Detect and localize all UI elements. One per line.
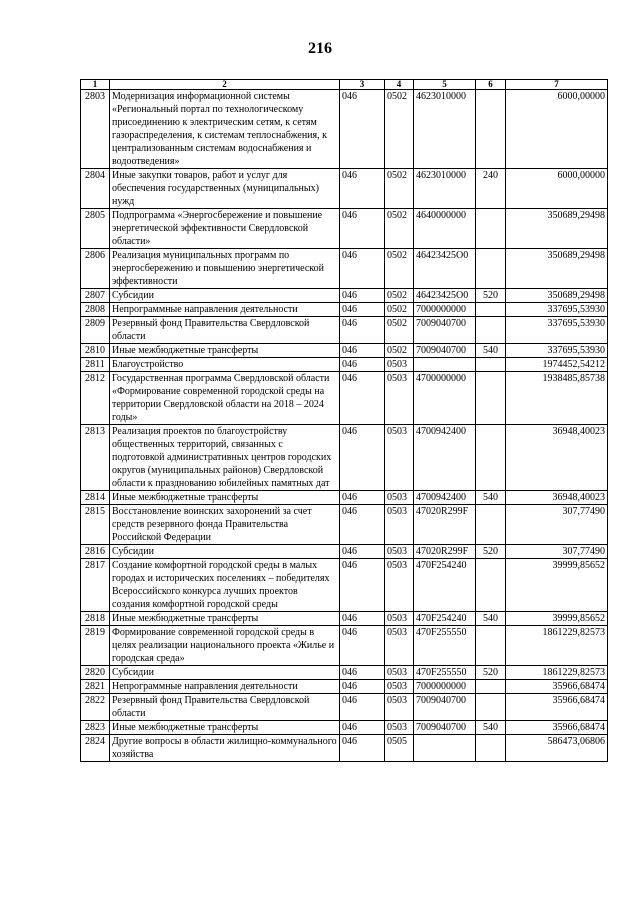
row-expense-type — [476, 626, 506, 666]
row-ved-code: 046 — [340, 680, 385, 694]
row-number: 2819 — [81, 626, 110, 666]
row-name: Создание комфортной городской среды в малых городах и исторических поселениях – победителях Всероссийского конкурса лучших проектов создания комфортной городской среды — [110, 559, 340, 612]
row-expense-type: 520 — [476, 289, 506, 303]
row-number: 2812 — [81, 372, 110, 425]
row-name: Резервный фонд Правительства Свердловской области — [110, 317, 340, 344]
row-section-code: 0502 — [385, 209, 414, 249]
table-row — [81, 372, 608, 425]
row-amount: 35966,68474 — [506, 694, 608, 721]
row-number: 2806 — [81, 249, 110, 289]
row-amount: 6000,00000 — [506, 169, 608, 209]
header-col-6: 6 — [476, 80, 506, 90]
row-expense-type: 520 — [476, 545, 506, 559]
row-target-code: 7000000000 — [414, 680, 476, 694]
row-ved-code: 046 — [340, 612, 385, 626]
row-section-code: 0502 — [385, 344, 414, 358]
row-section-code: 0503 — [385, 372, 414, 425]
row-number: 2810 — [81, 344, 110, 358]
table-row — [81, 612, 608, 626]
row-expense-type: 540 — [476, 612, 506, 626]
row-name: Непрограммные направления деятельности — [110, 680, 340, 694]
row-expense-type — [476, 735, 506, 762]
header-row — [81, 80, 608, 90]
row-amount: 307,77490 — [506, 545, 608, 559]
table-row — [81, 303, 608, 317]
row-number: 2805 — [81, 209, 110, 249]
row-target-code: 470F255550 — [414, 666, 476, 680]
row-number: 2815 — [81, 505, 110, 545]
row-target-code — [414, 358, 476, 372]
row-name: Субсидии — [110, 289, 340, 303]
row-amount: 36948,40023 — [506, 491, 608, 505]
row-section-code: 0502 — [385, 289, 414, 303]
row-target-code — [414, 735, 476, 762]
row-expense-type: 520 — [476, 666, 506, 680]
row-number: 2820 — [81, 666, 110, 680]
row-expense-type — [476, 249, 506, 289]
row-expense-type — [476, 90, 506, 169]
row-amount: 337695,53930 — [506, 317, 608, 344]
page-number: 216 — [308, 40, 332, 57]
row-ved-code: 046 — [340, 249, 385, 289]
row-target-code: 46423425О0 — [414, 289, 476, 303]
row-name: Реализация муниципальных программ по энергосбережению и повышению энергетической эффективности — [110, 249, 340, 289]
row-ved-code: 046 — [340, 317, 385, 344]
row-ved-code: 046 — [340, 344, 385, 358]
row-name: Иные межбюджетные трансферты — [110, 344, 340, 358]
row-expense-type: 540 — [476, 344, 506, 358]
table-row — [81, 559, 608, 612]
row-amount: 586473,06806 — [506, 735, 608, 762]
row-amount: 350689,29498 — [506, 209, 608, 249]
table-body — [81, 90, 608, 762]
row-name: Модернизация информационной системы «Региональный портал по технологическому присоединению к электрическим сетям, к сетям газораспределения, к системам теплоснабжения, к централизованным системам водоснабжения и водоотведения» — [110, 90, 340, 169]
row-target-code: 47020R299F — [414, 505, 476, 545]
row-ved-code: 046 — [340, 735, 385, 762]
row-section-code: 0503 — [385, 358, 414, 372]
table-row — [81, 289, 608, 303]
row-ved-code: 046 — [340, 209, 385, 249]
row-section-code: 0503 — [385, 612, 414, 626]
row-name: Иные межбюджетные трансферты — [110, 721, 340, 735]
row-name: Иные межбюджетные трансферты — [110, 491, 340, 505]
row-amount: 35966,68474 — [506, 680, 608, 694]
row-name: Другие вопросы в области жилищно-коммунального хозяйства — [110, 735, 340, 762]
table-row — [81, 680, 608, 694]
row-name: Государственная программа Свердловской области «Формирование современной городской среды на территории Свердловской области на 2018 – 2024 годы» — [110, 372, 340, 425]
header-col-2: 2 — [110, 80, 340, 90]
row-target-code: 7009040700 — [414, 694, 476, 721]
row-target-code: 4700942400 — [414, 491, 476, 505]
row-expense-type: 540 — [476, 721, 506, 735]
row-ved-code: 046 — [340, 169, 385, 209]
row-section-code: 0502 — [385, 303, 414, 317]
header-col-5: 5 — [414, 80, 476, 90]
row-number: 2814 — [81, 491, 110, 505]
row-amount: 337695,53930 — [506, 344, 608, 358]
row-section-code: 0503 — [385, 559, 414, 612]
row-name: Восстановление воинских захоронений за счет средств резервного фонда Правительства Российской Федерации — [110, 505, 340, 545]
row-section-code: 0503 — [385, 666, 414, 680]
table-row — [81, 545, 608, 559]
row-target-code: 7009040700 — [414, 344, 476, 358]
row-number: 2821 — [81, 680, 110, 694]
row-target-code: 47020R299F — [414, 545, 476, 559]
row-name: Формирование современной городской среды в целях реализации национального проекта «Жилье и городская среда» — [110, 626, 340, 666]
table-row — [81, 735, 608, 762]
row-ved-code: 046 — [340, 425, 385, 491]
row-amount: 307,77490 — [506, 505, 608, 545]
row-section-code: 0503 — [385, 680, 414, 694]
row-target-code: 470F254240 — [414, 559, 476, 612]
row-number: 2809 — [81, 317, 110, 344]
row-number: 2823 — [81, 721, 110, 735]
row-name: Иные закупки товаров, работ и услуг для обеспечения государственных (муниципальных) нужд — [110, 169, 340, 209]
row-ved-code: 046 — [340, 289, 385, 303]
row-section-code: 0503 — [385, 491, 414, 505]
row-amount: 337695,53930 — [506, 303, 608, 317]
row-section-code: 0502 — [385, 249, 414, 289]
row-ved-code: 046 — [340, 303, 385, 317]
row-section-code: 0505 — [385, 735, 414, 762]
row-name: Резервный фонд Правительства Свердловской области — [110, 694, 340, 721]
row-name: Подпрограмма «Энергосбережение и повышение энергетической эффективности Свердловской области» — [110, 209, 340, 249]
row-expense-type: 240 — [476, 169, 506, 209]
table-row — [81, 721, 608, 735]
row-number: 2818 — [81, 612, 110, 626]
row-section-code: 0503 — [385, 545, 414, 559]
row-section-code: 0503 — [385, 721, 414, 735]
row-ved-code: 046 — [340, 721, 385, 735]
row-number: 2811 — [81, 358, 110, 372]
row-target-code: 4640000000 — [414, 209, 476, 249]
row-section-code: 0503 — [385, 505, 414, 545]
row-amount: 1974452,54212 — [506, 358, 608, 372]
header-col-7: 7 — [506, 80, 608, 90]
row-target-code: 7009040700 — [414, 721, 476, 735]
row-amount: 1861229,82573 — [506, 626, 608, 666]
row-ved-code: 046 — [340, 694, 385, 721]
row-ved-code: 046 — [340, 372, 385, 425]
row-name: Субсидии — [110, 545, 340, 559]
row-target-code: 7000000000 — [414, 303, 476, 317]
row-expense-type — [476, 680, 506, 694]
row-target-code: 4700000000 — [414, 372, 476, 425]
row-amount: 39999,85652 — [506, 612, 608, 626]
row-expense-type — [476, 209, 506, 249]
row-amount: 1861229,82573 — [506, 666, 608, 680]
table-row — [81, 249, 608, 289]
row-section-code: 0502 — [385, 169, 414, 209]
table-row — [81, 491, 608, 505]
row-target-code: 4623010000 — [414, 169, 476, 209]
row-expense-type — [476, 372, 506, 425]
row-expense-type — [476, 559, 506, 612]
row-ved-code: 046 — [340, 545, 385, 559]
row-target-code: 470F255550 — [414, 626, 476, 666]
header-col-3: 3 — [340, 80, 385, 90]
table-row — [81, 358, 608, 372]
row-section-code: 0502 — [385, 90, 414, 169]
row-number: 2816 — [81, 545, 110, 559]
row-number: 2803 — [81, 90, 110, 169]
table-row — [81, 90, 608, 169]
row-ved-code: 046 — [340, 626, 385, 666]
row-section-code: 0503 — [385, 425, 414, 491]
table-row — [81, 666, 608, 680]
row-target-code: 46423425О0 — [414, 249, 476, 289]
row-amount: 1938485,85738 — [506, 372, 608, 425]
row-number: 2807 — [81, 289, 110, 303]
row-number: 2822 — [81, 694, 110, 721]
table-row — [81, 344, 608, 358]
row-number: 2808 — [81, 303, 110, 317]
row-expense-type — [476, 694, 506, 721]
row-expense-type — [476, 317, 506, 344]
row-amount: 35966,68474 — [506, 721, 608, 735]
row-expense-type — [476, 425, 506, 491]
budget-table — [80, 79, 608, 762]
row-name: Иные межбюджетные трансферты — [110, 612, 340, 626]
row-ved-code: 046 — [340, 505, 385, 545]
table-row — [81, 209, 608, 249]
row-expense-type — [476, 505, 506, 545]
table-row — [81, 317, 608, 344]
row-ved-code: 046 — [340, 491, 385, 505]
row-number: 2817 — [81, 559, 110, 612]
row-target-code: 4700942400 — [414, 425, 476, 491]
row-target-code: 7009040700 — [414, 317, 476, 344]
row-name: Субсидии — [110, 666, 340, 680]
row-name: Благоустройство — [110, 358, 340, 372]
row-number: 2804 — [81, 169, 110, 209]
row-section-code: 0502 — [385, 317, 414, 344]
table-row — [81, 694, 608, 721]
row-number: 2824 — [81, 735, 110, 762]
row-section-code: 0503 — [385, 626, 414, 666]
table-row — [81, 425, 608, 491]
table-row — [81, 505, 608, 545]
table-row — [81, 169, 608, 209]
row-amount: 350689,29498 — [506, 289, 608, 303]
table-row — [81, 626, 608, 666]
row-number: 2813 — [81, 425, 110, 491]
row-amount: 350689,29498 — [506, 249, 608, 289]
row-ved-code: 046 — [340, 559, 385, 612]
row-expense-type: 540 — [476, 491, 506, 505]
row-amount: 36948,40023 — [506, 425, 608, 491]
row-ved-code: 046 — [340, 90, 385, 169]
row-name: Непрограммные направления деятельности — [110, 303, 340, 317]
header-col-4: 4 — [385, 80, 414, 90]
row-target-code: 470F254240 — [414, 612, 476, 626]
row-name: Реализация проектов по благоустройству общественных территорий, связанных с подготовкой административных центров городских округов (муниципальных районов) Свердловской области к празднованию юбилейных памятных дат — [110, 425, 340, 491]
header-col-1: 1 — [81, 80, 110, 90]
row-amount: 6000,00000 — [506, 90, 608, 169]
row-section-code: 0503 — [385, 694, 414, 721]
row-expense-type — [476, 358, 506, 372]
row-target-code: 4623010000 — [414, 90, 476, 169]
row-ved-code: 046 — [340, 358, 385, 372]
row-amount: 39999,85652 — [506, 559, 608, 612]
row-expense-type — [476, 303, 506, 317]
row-ved-code: 046 — [340, 666, 385, 680]
